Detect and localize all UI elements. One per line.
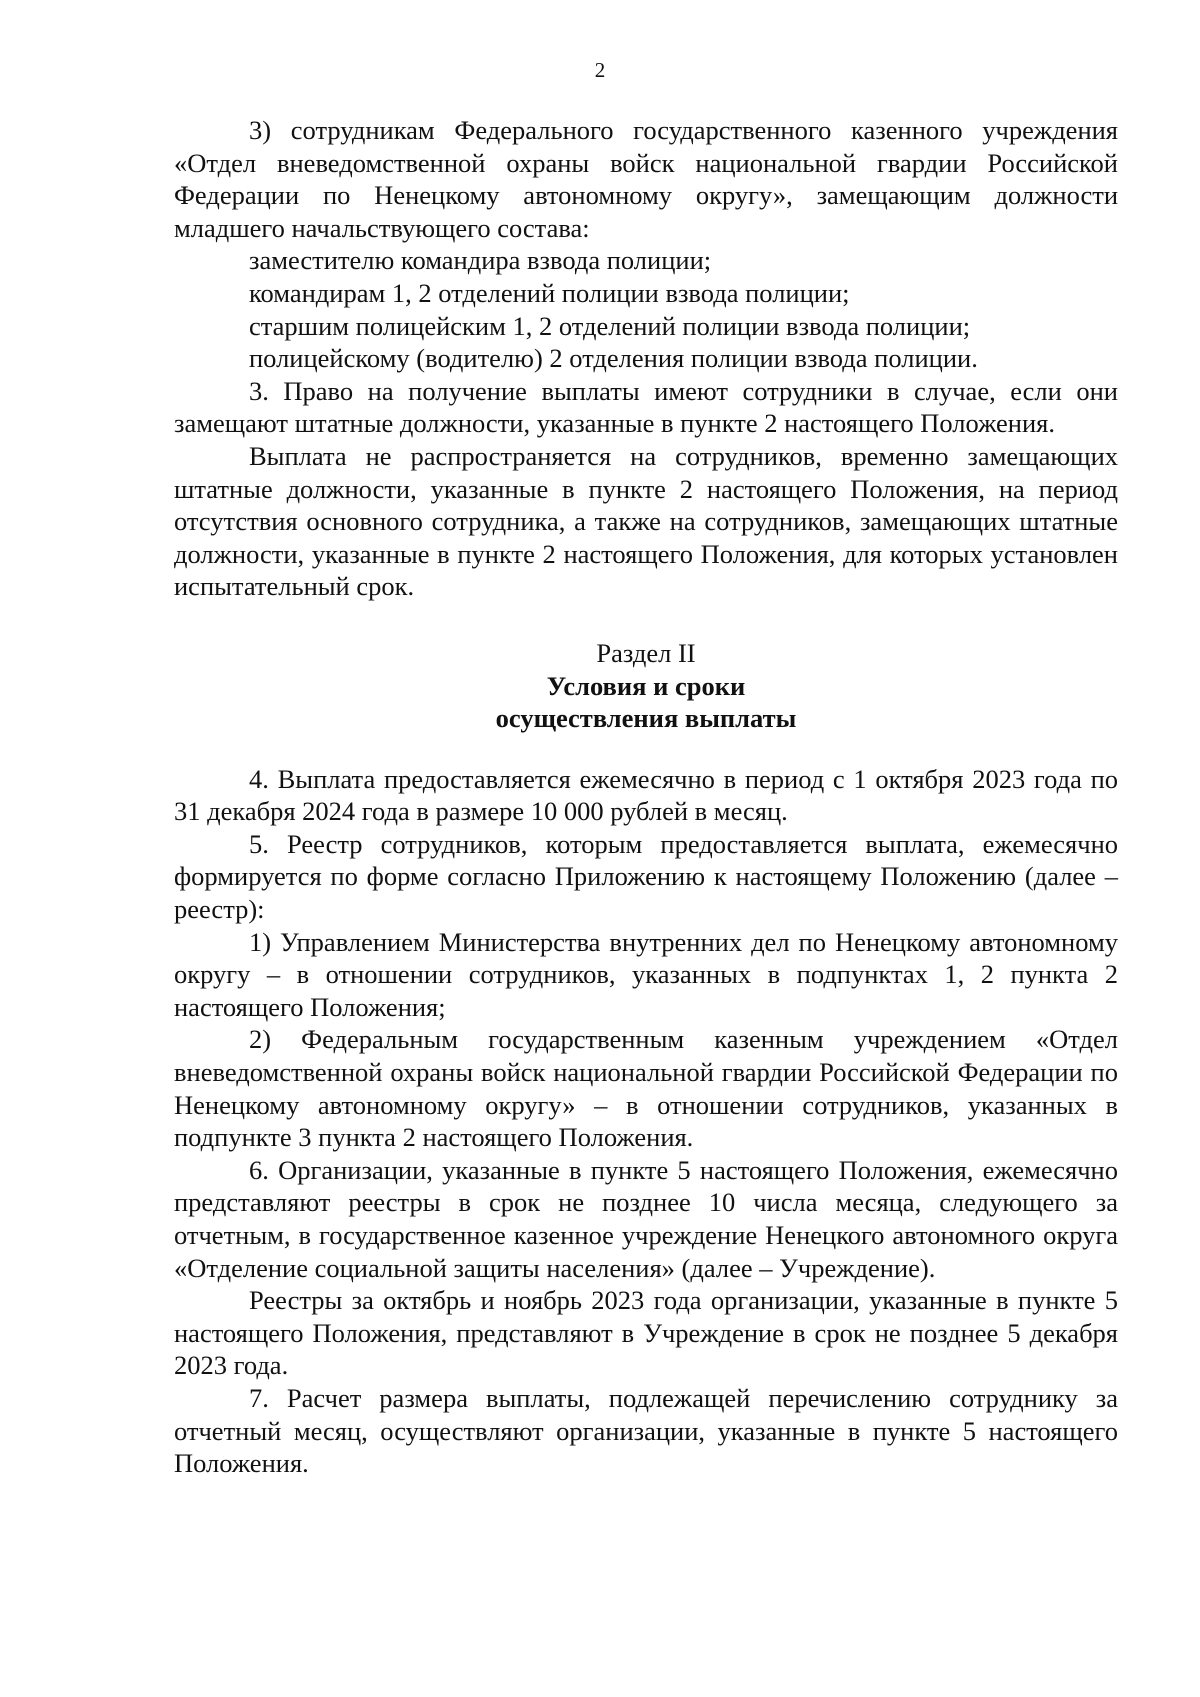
position-item: старшим полицейским 1, 2 отделений полиции взвода полиции;: [249, 310, 971, 341]
subpoint-3-intro: 3) сотрудникам Федерального государственного казенного учреждения «Отдел вневедомственной охраны войск национальной гвардии Российской Федерации по Ненецкому автономному округу», замещающим должности младшего начальствующего состава:: [174, 115, 1118, 243]
paragraph-5-subpoint-2: 2) Федеральным государственным казенным учреждением «Отдел вневедомственной охраны войск национальной гвардии Российской Федерации по Ненецкому автономному округу» – в отношении сотрудников, указанных в подпункте 3 пункта 2 настоящего Положения.: [174, 1024, 1118, 1153]
paragraph-6: 6. Организации, указанные в пункте 5 настоящего Положения, ежемесячно представляют реестры в срок не позднее 10 числа месяца, следующего за отчетным, в государственное казенное учреждение Ненецкого автономного округа «Отделение социальной защиты населения» (далее – Учреждение).: [174, 1154, 1118, 1283]
section-number: Раздел II: [596, 637, 696, 668]
paragraph-4: 4. Выплата предоставляется ежемесячно в период с 1 октября 2023 года по 31 декабря 2024 года в размере 10 000 рублей в месяц.: [174, 763, 1118, 827]
section-title-line-1: Условия и сроки: [546, 670, 746, 701]
paragraph-3: 3. Право на получение выплаты имеют сотрудники в случае, если они замещают штатные должности, указанные в пункте 2 настоящего Положения.: [174, 375, 1118, 439]
position-item: полицейскому (водителю) 2 отделения полиции взвода полиции.: [249, 343, 978, 374]
document-body: [174, 114, 1118, 1480]
section-heading: [174, 637, 1118, 735]
paragraph-3-exclusion: Выплата не распространяется на сотрудников, временно замещающих штатные должности, указанные в пункте 2 настоящего Положения, на период отсутствия основного сотрудника, а также на сотрудников, замещающих штатные должности, указанные в пункте 2 настоящего Положения, для которых установлен испытательный срок.: [174, 440, 1118, 602]
paragraph-5-subpoint-1: 1) Управлением Министерства внутренних дел по Ненецкому автономному округу – в отношении сотрудников, указанных в подпунктах 1, 2 пункта 2 настоящего Положения;: [174, 926, 1118, 1022]
position-item: командирам 1, 2 отделений полиции взвода полиции;: [249, 277, 850, 308]
paragraph-6-deadline: Реестры за октябрь и ноябрь 2023 года организации, указанные в пункте 5 настоящего Положения, представляют в Учреждение в срок не позднее 5 декабря 2023 года.: [174, 1285, 1118, 1381]
section-title-line-2: осуществления выплаты: [495, 703, 797, 734]
page-number: 2: [594, 58, 606, 82]
position-item: заместителю командира взвода полиции;: [249, 245, 712, 276]
paragraph-5: 5. Реестр сотрудников, которым предоставляется выплата, ежемесячно формируется по форме согласно Приложению к настоящему Положению (далее – реестр):: [174, 828, 1118, 925]
paragraph-7: 7. Расчет размера выплаты, подлежащей перечислению сотруднику за отчетный месяц, осуществляют организации, указанные в пункте 5 настоящего Положения.: [174, 1382, 1118, 1479]
